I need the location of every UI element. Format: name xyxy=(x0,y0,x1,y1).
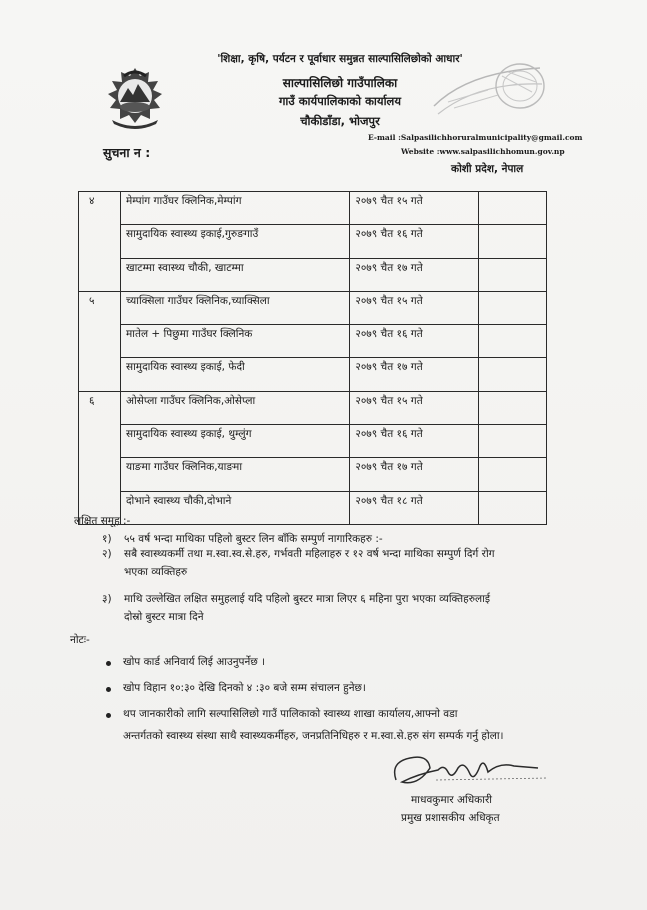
group-number: ६ xyxy=(79,391,121,524)
blank-cell xyxy=(479,192,547,225)
handwritten-signature xyxy=(388,750,556,792)
vaccination-date: २०७९ चैत १७ गते xyxy=(350,258,479,291)
vaccination-schedule-table xyxy=(78,191,547,525)
blank-cell xyxy=(479,458,547,491)
nepal-emblem-logo xyxy=(104,66,166,130)
target-item-text: माथि उल्लेखित लक्षित समुहलाई यदि पहिलो बुस्टर मात्रा लिएर ६ महिना पुरा भएका व्यक्तिहरुलाई xyxy=(124,593,491,605)
notice-number-label: सुचना न : xyxy=(103,145,151,160)
vaccination-date: २०७९ चैत १५ गते xyxy=(350,192,479,225)
bullet-icon xyxy=(106,661,111,666)
target-group-heading: लक्षित समूह :- xyxy=(74,515,131,527)
vaccination-date: २०७९ चैत १८ गते xyxy=(350,491,479,524)
blank-cell xyxy=(479,425,547,458)
facility-name: याङमा गाउँघर क्लिनिक,याङमा xyxy=(120,458,349,491)
table-row xyxy=(79,391,547,424)
facility-name: खाटम्मा स्वास्थ्य चौकी, खाटम्मा xyxy=(120,258,349,291)
facility-name: मातेल + पिछुमा गाउँघर क्लिनिक xyxy=(120,325,349,358)
header-address: चौकीडाँडा, भोजपुर xyxy=(300,114,380,128)
notes-heading: नोटः- xyxy=(70,634,90,646)
facility-name: दोभाने स्वास्थ्य चौकी,दोभाने xyxy=(120,491,349,524)
blank-cell xyxy=(479,325,547,358)
facility-name: मेम्पांग गाउँघर क्लिनिक,मेम्पांग xyxy=(120,192,349,225)
blank-cell xyxy=(479,258,547,291)
blank-cell xyxy=(479,291,547,324)
bullet-icon xyxy=(106,713,111,718)
blank-cell xyxy=(479,491,547,524)
target-item-text: दोस्रो बुस्टर मात्रा दिने xyxy=(124,611,204,623)
facility-name: सामुदायिक स्वास्थ्य इकाई, फेदी xyxy=(120,358,349,391)
vaccination-date: २०७९ चैत १६ गते xyxy=(350,425,479,458)
group-number: ४ xyxy=(79,192,121,292)
target-item-text: ५५ वर्ष भन्दा माथिका पहिलो बुस्टर लिन बाँकि सम्पुर्ण नागारिकहरु :- xyxy=(124,533,383,545)
vaccination-date: २०७९ चैत १५ गते xyxy=(350,391,479,424)
note-text: अन्तर्गतको स्वास्थ्य संस्था साथै स्वास्थ्यकर्मीहरु, जनप्रतिनिधिहरु र म.स्वा.से.हरु संग सम्पर्क गर्नु होला। xyxy=(123,730,504,742)
table-row xyxy=(79,258,547,291)
header-website: Website :www.salpasilichhomun.gov.np xyxy=(401,147,565,156)
target-item-text: सबै स्वास्थ्यकर्मी तथा म.स्वा.स्व.से.हरु, गर्भवती महिलाहरु र १२ वर्ष भन्दा माथिका सम्पुर्ण दिर्ग रोग xyxy=(124,548,495,560)
vaccination-date: २०७९ चैत १७ गते xyxy=(350,358,479,391)
blank-cell xyxy=(479,358,547,391)
facility-name: च्याक्सिला गाउँघर क्लिनिक,च्याक्सिला xyxy=(120,291,349,324)
facility-name: सामुदायिक स्वास्थ्य इकाई,गुरुङगाउँ xyxy=(120,225,349,258)
header-office: गाउँ कार्यपालिकाको कार्यालय xyxy=(278,94,402,108)
vaccination-date: २०७९ चैत १७ गते xyxy=(350,458,479,491)
table-row xyxy=(79,491,547,524)
vaccination-date: २०७९ चैत १५ गते xyxy=(350,291,479,324)
note-text: खोप विहान १०:३० देखि दिनको ४ :३० बजे सम्म संचालन हुनेछ। xyxy=(123,682,366,694)
header-email: E-mail :Salpasilichhoruralmunicipality@gmail.com xyxy=(368,133,583,142)
header-tagline: 'शिक्षा, कृषि, पर्यटन र पूर्वाधार समुन्नत साल्पासिलिछोको आधार' xyxy=(217,53,463,65)
vaccination-date: २०७९ चैत १६ गते xyxy=(350,325,479,358)
note-text: थप जानकारीको लागि सल्पासिलिछो गाउँ पालिकाको स्वास्थ्य शाखा कार्यालय,आफ्नो वडा xyxy=(123,708,458,720)
signatory-title: प्रमुख प्रशासकीय अधिकृत xyxy=(401,812,500,824)
table-row xyxy=(79,358,547,391)
table-row xyxy=(79,458,547,491)
signatory-name: माधवकुमार अधिकारी xyxy=(411,794,492,806)
blank-cell xyxy=(479,225,547,258)
header-municipality: साल्पासिलिछो गाउँपालिका xyxy=(282,76,398,90)
target-item-number: ३) xyxy=(102,593,112,605)
table-row xyxy=(79,225,547,258)
note-text: खोप कार्ड अनिवार्य लिई आउनुपर्नेछ । xyxy=(123,656,266,668)
table-row xyxy=(79,291,547,324)
vaccination-date: २०७९ चैत १६ गते xyxy=(350,225,479,258)
table-row xyxy=(79,325,547,358)
blank-cell xyxy=(479,391,547,424)
target-item-number: २) xyxy=(102,548,112,560)
facility-name: ओसेप्ला गाउँघर क्लिनिक,ओसेप्ला xyxy=(120,391,349,424)
table-row xyxy=(79,425,547,458)
facility-name: सामुदायिक स्वास्थ्य इकाई, थुम्लुंग xyxy=(120,425,349,458)
header-province: कोशी प्रदेश, नेपाल xyxy=(451,163,524,175)
group-number: ५ xyxy=(79,291,121,391)
target-item-text: भएका व्यक्तिहरु xyxy=(124,566,188,578)
bullet-icon xyxy=(106,687,111,692)
target-item-number: १) xyxy=(102,533,112,545)
table-row xyxy=(79,192,547,225)
